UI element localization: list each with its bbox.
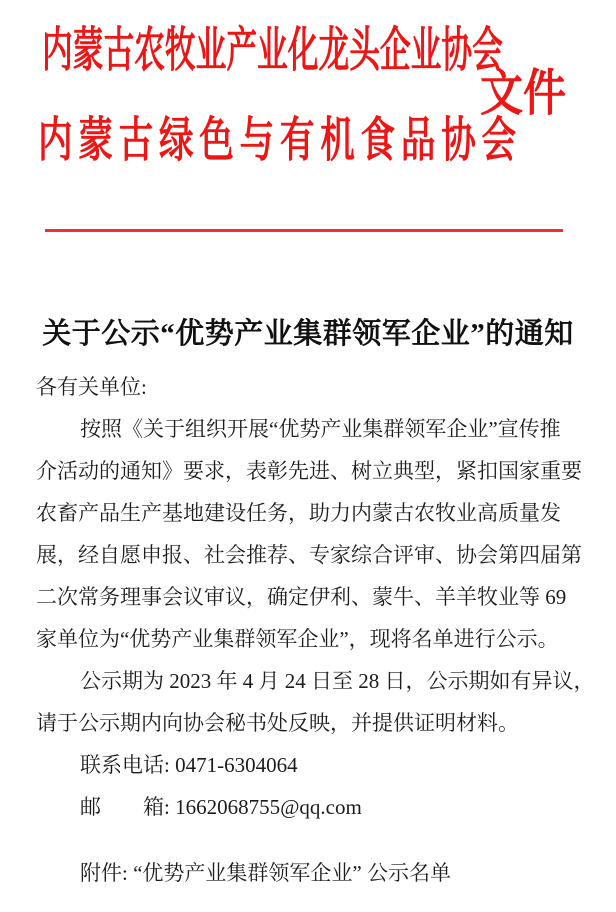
document-title: 关于公示“优势产业集群领军企业”的通知 [42, 318, 574, 350]
paragraph2-line: 请于公示期内向协会秘书处反映，并提供证明材料。 [36, 711, 519, 735]
paragraph2-line: 公示期为 2023 年 4 月 24 日至 28 日，公示期如有异议， [80, 669, 595, 693]
vertical-spacer [36, 828, 580, 852]
letterhead-doc-type-label: 文件 [480, 65, 566, 121]
document-body [36, 366, 595, 894]
paragraph1-line: 按照《关于组织开展“优势产业集群领军企业”宣传推 [80, 417, 561, 441]
salutation: 各有关单位: [36, 375, 147, 399]
paragraph1-line: 二次常务理事会议审议，确定伊利、蒙牛、羊羊牧业等 69 [36, 585, 567, 609]
paragraph1-line: 农畜产品生产基地建设任务，助力内蒙古农牧业高质量发 [36, 501, 561, 525]
letterhead-org-name-2: 内蒙古绿色与有机食品协会 [38, 114, 522, 167]
paragraph1-line: 家单位为“优势产业集群领军企业”，现将名单进行公示。 [36, 627, 559, 651]
letterhead-divider-rule [45, 229, 563, 232]
paragraph1-line: 展，经自愿申报、社会推荐、专家综合评审、协会第四届第 [36, 543, 582, 567]
letterhead-org-name-1: 内蒙古农牧业产业化龙头企业协会 [42, 24, 503, 77]
attachment-line: 附件: “优势产业集群领军企业” 公示名单 [80, 861, 451, 885]
contact-phone-line: 联系电话: 0471-6304064 [80, 753, 298, 777]
paragraph1-line: 介活动的通知》要求，表彰先进、树立典型，紧扣国家重要 [36, 459, 582, 483]
contact-email-line: 邮 箱: 1662068755@qq.com [80, 795, 362, 819]
